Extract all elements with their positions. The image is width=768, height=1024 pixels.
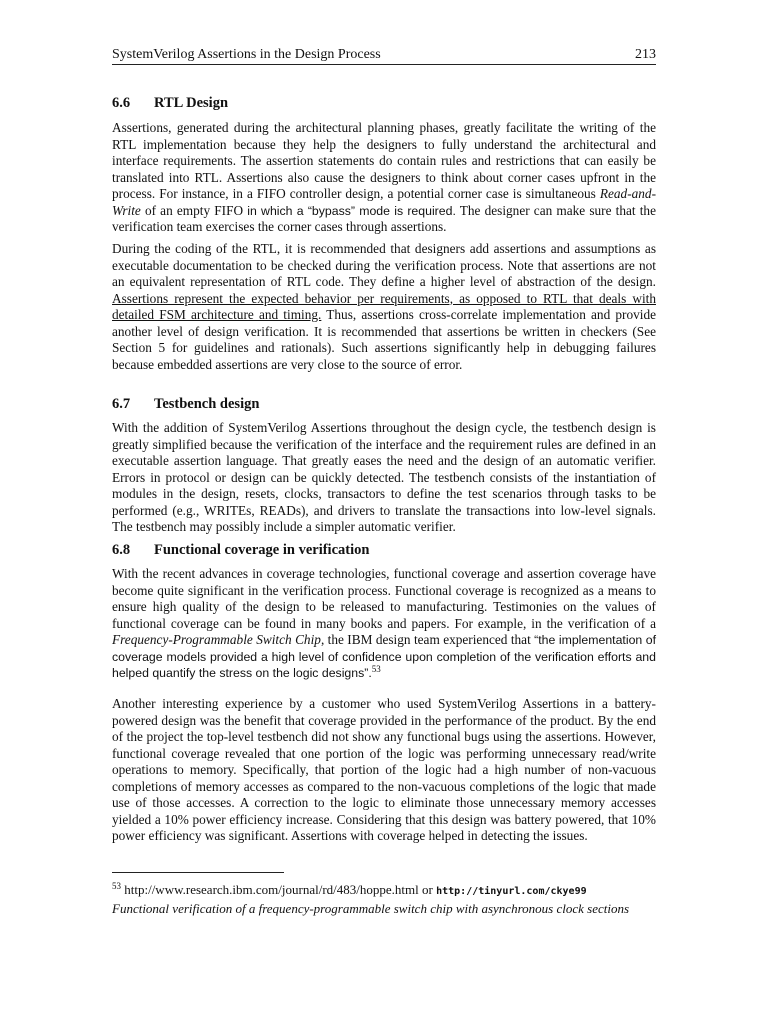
footnote-separator xyxy=(112,872,284,873)
running-header-title: SystemVerilog Assertions in the Design Process xyxy=(112,47,381,62)
running-header xyxy=(112,47,656,65)
section-title: RTL Design xyxy=(154,95,229,111)
page-number: 213 xyxy=(635,47,656,62)
text-run: Assertions, generated during the architectural planning phases, greatly facilitate the writing of the RTL implementation because they help the designers to fully understand the architectural and interface requirements. The assertion statements do contain rules and restrictions that can easily be translated into RTL. Assertions also cause the designers to think about corner cases upfront in the process. For instance, in a FIFO controller design, a potential corner case is simultaneous xyxy=(112,120,656,201)
footnote-url[interactable]: http://www.research.ibm.com/journal/rd/483/hoppe.html xyxy=(124,882,419,897)
section-heading-6-6 xyxy=(112,95,228,112)
text-run: With the recent advances in coverage technologies, functional coverage and assertion coverage have become quite significant in the verification process. Functional coverage is recognized as a means to ensure high quality of the design to be released to manufacturing. Testimonies on the values of functional coverage can be found in many books and papers. For example, in the verification of a xyxy=(112,566,656,631)
paragraph-rtl-2 xyxy=(112,241,656,373)
text-run: The designer can make sure that the verification team exercises the corner cases through assertions. xyxy=(112,202,656,234)
section-title: Functional coverage in verification xyxy=(154,542,370,558)
paragraph-testbench: With the addition of SystemVerilog Assertions throughout the design cycle, the testbench design is greatly simplified because the verification of the interface and the requirement rules are defined in an executable assertion language. That greatly eases the need and the design of an automatic verifier. Errors in protocol or design can be quickly detected. The testbench consists of the instantiation of modules in the design, resets, clocks, transactors to define the test scenarios through tasks to be performed (e.g., WRITEs, READs), and drivers to translate the transactions into low-level signals. The testbench may possibly include a simpler automatic verifier. xyxy=(112,420,656,534)
footnote-citation xyxy=(112,900,656,917)
section-number: 6.7 xyxy=(112,396,131,412)
section-heading-6-7 xyxy=(112,396,259,413)
section-heading-6-8 xyxy=(112,542,369,559)
quoted-text: “the implementation of coverage models provided a high level of confidence upon completion of the verification efforts and helped quantify the stress on the logic designs”. xyxy=(112,633,656,680)
text-run: of an empty FIFO xyxy=(140,202,248,218)
text-run: , the IBM design team experienced that xyxy=(320,632,535,647)
paragraph-rtl-1 xyxy=(112,120,656,236)
section-title: Testbench design xyxy=(154,396,260,412)
underlined-text: Assertions represent the expected behavior per requirements, as opposed to RTL that deals with detailed FSM architecture and timing. xyxy=(112,290,656,322)
paragraph-coverage-2: Another interesting experience by a customer who used SystemVerilog Assertions in a battery-powered design was the benefit that coverage provided in the performance of the product. By the end of the project the top-level testbench did not show any functional bugs using the assertions. However, functional coverage revealed that one portion of the logic was performing unnecessary read/write operations to memory. Specifically, that portion of the logic had a high number of non-vacuous completions of memory accesses as compared to the non-vacuous completions of the logic that made use of those accesses. A correction to the logic to eliminate those unnecessary memory accesses yielded a 10% power efficiency increase. Considering that this design was battery powered, that 10% power efficiency was significant. Assertions with coverage helped in detecting the issues. xyxy=(112,696,656,843)
section-number: 6.6 xyxy=(112,95,131,111)
footnote-or: or xyxy=(422,882,433,897)
footnote-short-url[interactable]: http://tinyurl.com/ckye99 xyxy=(436,886,587,897)
emphasis-text: Read-and-Write xyxy=(112,186,656,218)
paragraph-coverage-1 xyxy=(112,566,656,682)
section-number: 6.8 xyxy=(112,542,131,558)
footnote xyxy=(112,881,656,917)
footnote-number: 53 xyxy=(112,881,121,891)
footnote-line xyxy=(112,881,656,900)
footnote-ref[interactable]: 53 xyxy=(371,664,381,674)
text-run: Thus, assertions cross-correlate implementation and provide another level of design verification. It is recommended that assertions be written in checkers (See Section 5 for guidelines and rationals). Such assertions significantly help in debugging failures because embedded assertions are very close to the source of error. xyxy=(112,307,656,372)
quoted-text: in which a “bypass” mode is required. xyxy=(247,203,456,218)
text-run: During the coding of the RTL, it is recommended that designers add assertions and assumptions as executable documentation to be checked during the verification process. Note that assertions are not an equivalent representation of RTL code. They define a higher level of abstraction of the design. xyxy=(112,241,656,289)
emphasis-text: Frequency-Programmable Switch Chip xyxy=(112,632,321,647)
citation-text: Functional verification of a frequency-programmable switch chip with asynchronous clock sections xyxy=(112,901,630,916)
